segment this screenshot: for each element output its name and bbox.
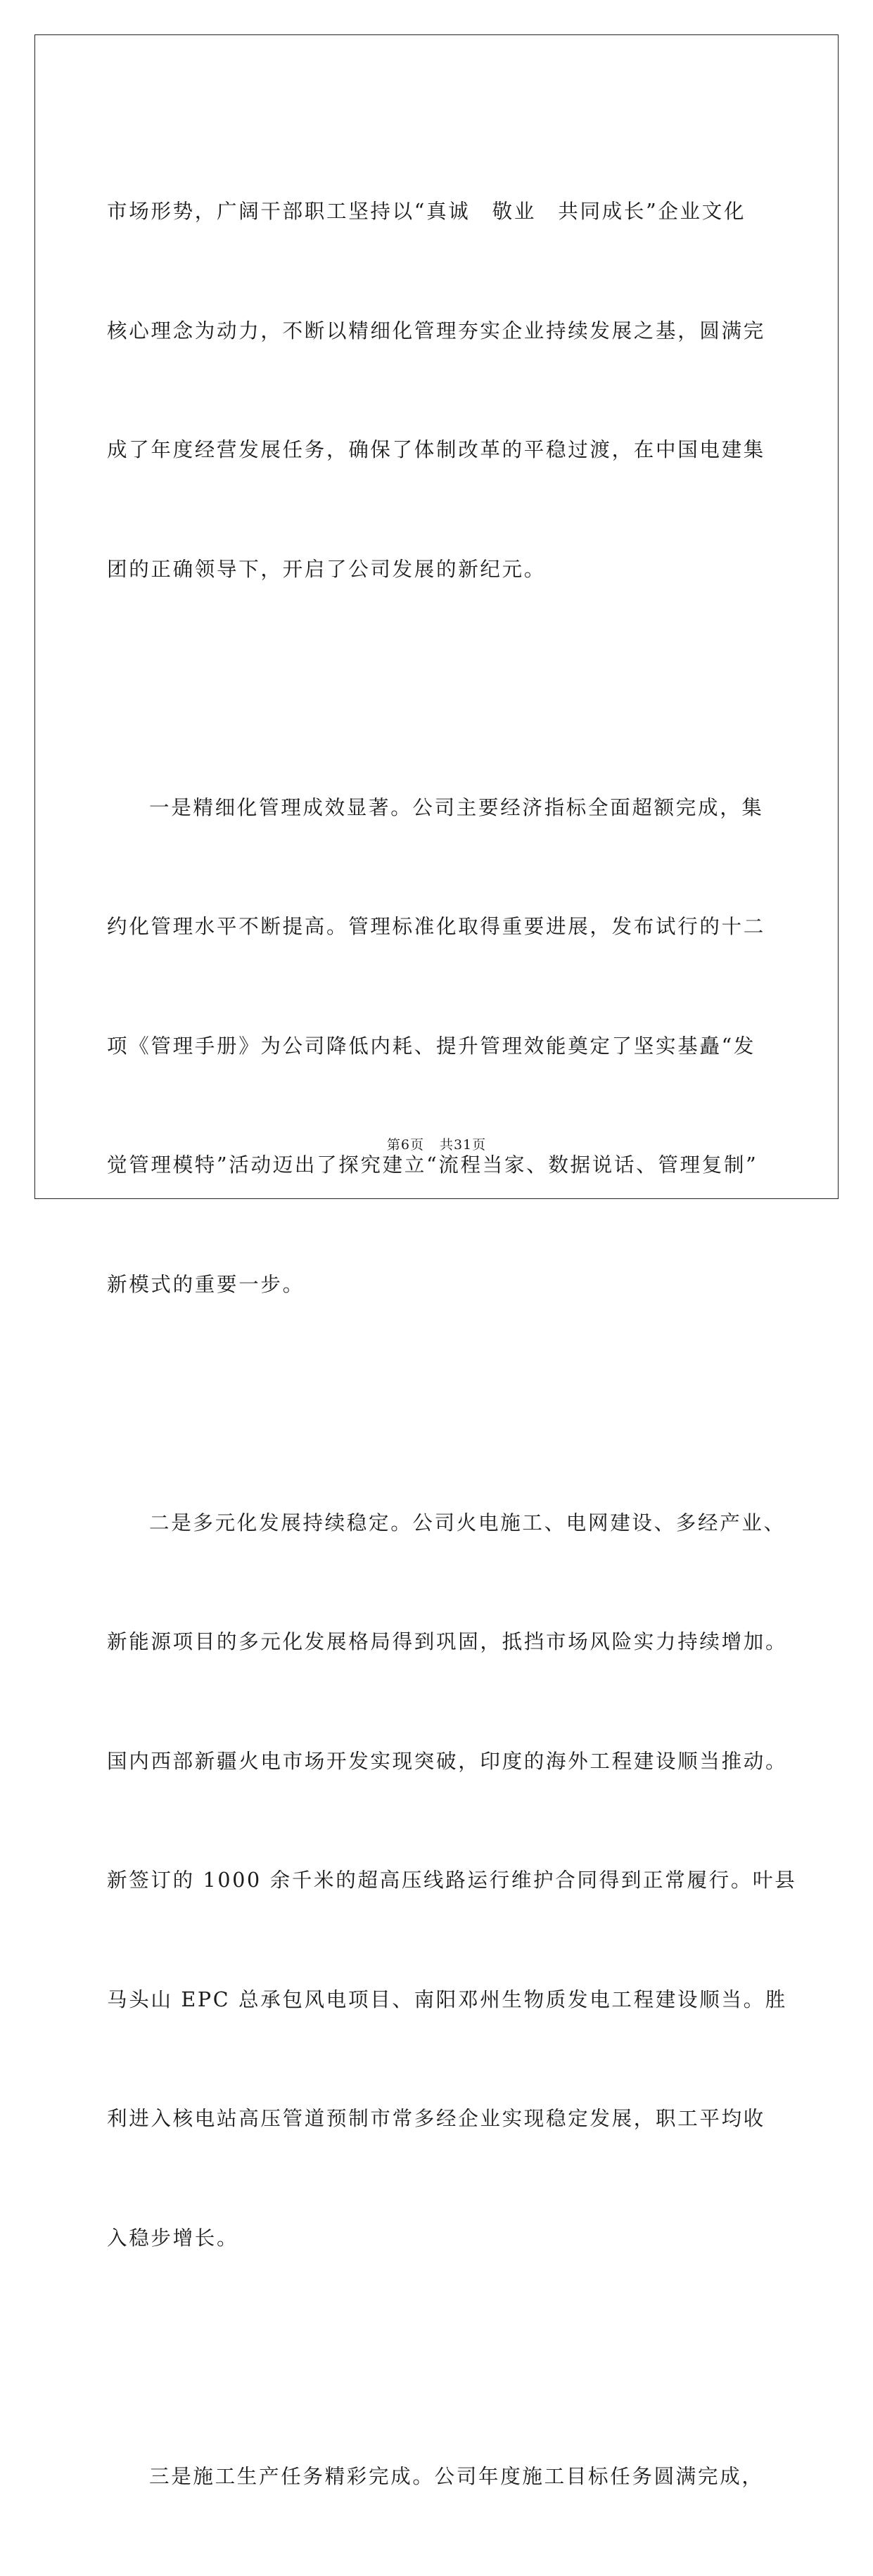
page-prefix: 第 xyxy=(387,1137,401,1153)
page-suffix: 页 xyxy=(410,1137,424,1153)
text-line: 一是精细化管理成效显著。公司主要经济指标全面超额完成，集 xyxy=(107,788,768,828)
text-line: 利进入核电站高压管道预制市常多经企业实现稳定发展，职工平均收 xyxy=(107,2099,768,2139)
total-pages: 31 xyxy=(454,1137,472,1153)
text-line: 国内西部新疆火电市场开发实现突破，印度的海外工程建设顺当推动。 xyxy=(107,1742,768,1782)
text-line: 新签订的 1000 余千米的超高压线路运行维护合同得到正常履行。叶县 xyxy=(107,1861,768,1901)
text-line: 成了年度经营发展任务，确保了体制改革的平稳过渡，在中国电建集 xyxy=(107,430,768,470)
total-suffix: 页 xyxy=(472,1137,486,1153)
paragraph-2 xyxy=(107,709,768,1385)
text-line: 三是施工生产任务精彩完成。公司年度施工目标任务圆满完成， xyxy=(107,2457,768,2497)
text-line: 觉管理模特”活动迈出了探究建立“流程当家、数据说话、管理复制” xyxy=(107,1146,768,1186)
text-line: 市场形势，广阔干部职工坚持以“真诚 敬业 共同成长”企业文化 xyxy=(107,192,768,232)
document-body xyxy=(107,113,768,2576)
paragraph-4 xyxy=(107,2378,768,2576)
page-number: 6 xyxy=(401,1137,410,1153)
paragraph-1 xyxy=(107,113,768,669)
paragraph-3 xyxy=(107,1424,768,2338)
text-line: 项《管理手册》为公司降低内耗、提升管理效能奠定了坚实基矗“发 xyxy=(107,1027,768,1067)
text-line: 核心理念为动力，不断以精细化管理夯实企业持续发展之基，圆满完 xyxy=(107,312,768,352)
text-line: 入稳步增长。 xyxy=(107,2219,768,2259)
page-footer xyxy=(0,1134,873,1153)
text-line: 马头山 EPC 总承包风电项目、南阳邓州生物质发电工程建设顺当。胜 xyxy=(107,1980,768,2020)
text-line: 约化管理水平不断提高。管理标准化取得重要进展，发布试行的十二 xyxy=(107,907,768,947)
total-prefix: 共 xyxy=(440,1137,454,1153)
text-line: 团的正确领导下，开启了公司发展的新纪元。 xyxy=(107,550,768,590)
text-line: 新模式的重要一步。 xyxy=(107,1265,768,1305)
text-line: 二是多元化发展持续稳定。公司火电施工、电网建设、多经产业、 xyxy=(107,1504,768,1544)
text-line: 新能源项目的多元化发展格局得到巩固，抵挡市场风险实力持续增加。 xyxy=(107,1622,768,1662)
